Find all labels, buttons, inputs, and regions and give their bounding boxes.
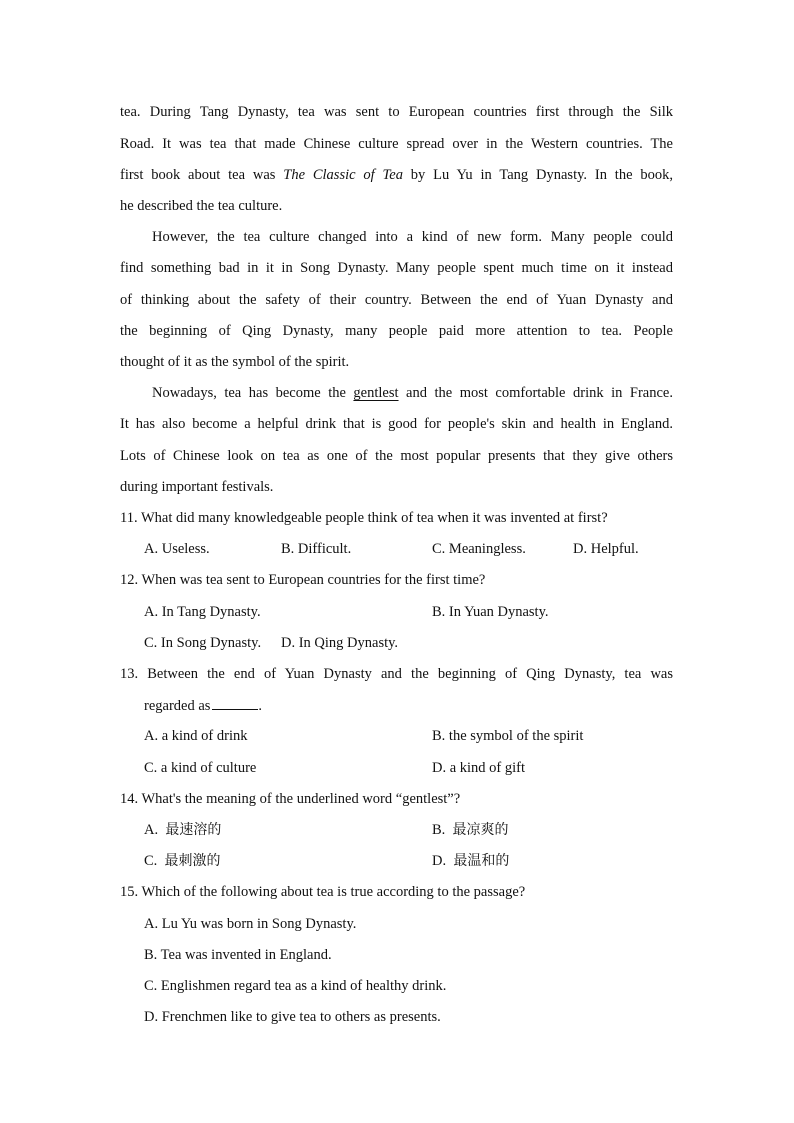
answer-option: A. In Tang Dynasty. [144, 604, 261, 620]
passage-line: Lots of Chinese look on tea as one of the most popular presents that they give others [120, 448, 673, 464]
underlined-word: gentlest [353, 385, 399, 401]
passage-line: the beginning of Qing Dynasty, many people paid more attention to tea. People [120, 323, 673, 339]
passage-text: by Lu Yu in Tang Dynasty. In the book, [402, 167, 673, 183]
option-letter: A. [144, 822, 159, 838]
option-letter: D. [432, 853, 447, 869]
passage-text: Nowadays, tea has become the [152, 385, 354, 401]
answer-option: D. In Qing Dynasty. [281, 635, 399, 651]
passage-line: thought of it as the symbol of the spirit. [120, 354, 350, 370]
option-letter: C. [144, 853, 158, 869]
option-letter: B. [432, 822, 446, 838]
answer-option: B. In Yuan Dynasty. [432, 604, 549, 620]
answer-blank [212, 695, 258, 710]
answer-option [144, 851, 221, 871]
passage-line: find something bad in it in Song Dynasty. Many people spent much time on it instead [120, 260, 673, 276]
passage-line: However, the tea culture changed into a kind of new form. Many people could [152, 229, 673, 245]
passage-text: first book about tea was [120, 167, 284, 183]
passage-line: he described the tea culture. [120, 198, 283, 214]
question-stem: 14. What's the meaning of the underlined word “gentlest”? [120, 791, 461, 807]
answer-option: A. a kind of drink [144, 728, 248, 744]
answer-option [144, 820, 221, 840]
question-stem: 15. Which of the following about tea is true according to the passage? [120, 884, 526, 900]
option-text: 最温和的 [453, 853, 510, 869]
passage-line: tea. During Tang Dynasty, tea was sent to European countries first through the Silk [120, 104, 673, 120]
question-stem: 13. Between the end of Yuan Dynasty and the beginning of Qing Dynasty, tea was [120, 666, 673, 682]
question-stem: 11. What did many knowledgeable people think of tea when it was invented at first? [120, 510, 608, 526]
answer-option [432, 820, 509, 840]
question-stem: 12. When was tea sent to European countries for the first time? [120, 572, 486, 588]
answer-option: A. Lu Yu was born in Song Dynasty. [144, 916, 357, 932]
answer-option: B. Difficult. [281, 541, 352, 557]
answer-option: B. Tea was invented in England. [144, 947, 332, 963]
answer-option: D. a kind of gift [432, 760, 526, 776]
answer-option: B. the symbol of the spirit [432, 728, 584, 744]
option-text: 最速溶的 [165, 822, 222, 838]
passage-line [120, 165, 673, 185]
option-text: 最凉爽的 [452, 822, 509, 838]
stem-text: . [258, 698, 263, 714]
question-stem-continued [144, 695, 262, 716]
passage-line: It has also become a helpful drink that is good for people's skin and health in England. [120, 416, 673, 432]
answer-option: C. In Song Dynasty. [144, 635, 262, 651]
answer-option: D. Frenchmen like to give tea to others as presents. [144, 1009, 441, 1025]
answer-option [432, 851, 509, 871]
answer-option: D. Helpful. [573, 541, 639, 557]
option-text: 最刺激的 [164, 853, 221, 869]
answer-option: C. a kind of culture [144, 760, 257, 776]
answer-option: A. Useless. [144, 541, 210, 557]
answer-option: C. Meaningless. [432, 541, 526, 557]
stem-text: regarded as [144, 698, 211, 714]
passage-text: and the most comfortable drink in France. [398, 385, 673, 401]
passage-line: of thinking about the safety of their country. Between the end of Yuan Dynasty and [120, 292, 673, 308]
passage-line: during important festivals. [120, 479, 274, 495]
answer-option: C. Englishmen regard tea as a kind of healthy drink. [144, 978, 447, 994]
passage-line [152, 383, 673, 403]
passage-line: Road. It was tea that made Chinese culture spread over in the Western countries. The [120, 136, 673, 152]
book-title: The Classic of Tea [283, 167, 403, 183]
